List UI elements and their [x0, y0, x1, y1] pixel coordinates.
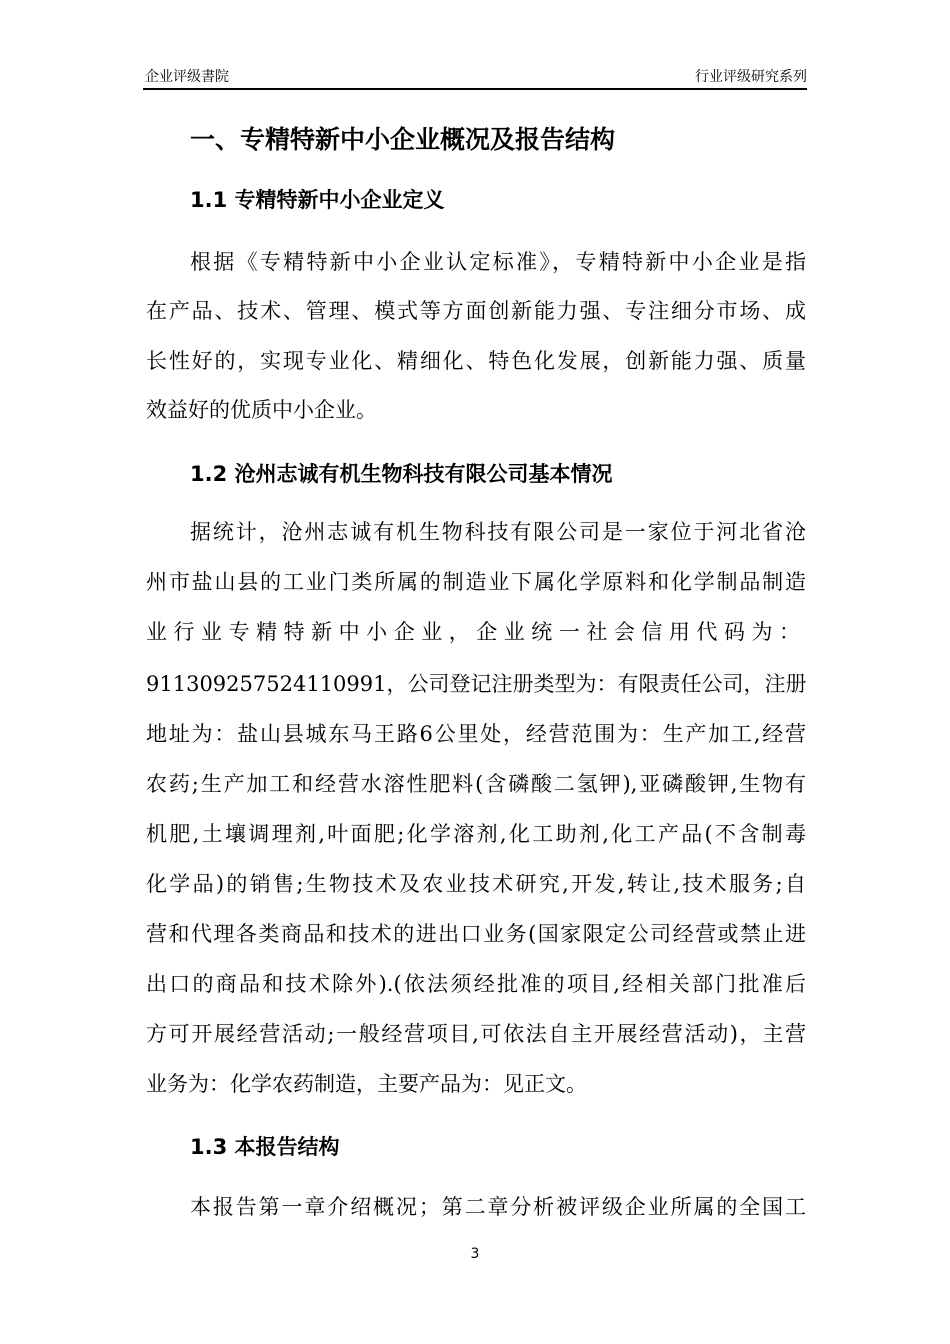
paragraph-line: 化学品)的销售;生物技术及农业技术研究,开发,转让,技术服务;自 [146, 872, 806, 896]
paragraph-line: 农药;生产加工和经营水溶性肥料(含磷酸二氢钾),亚磷酸钾,生物有 [146, 772, 806, 796]
paragraph-line: 地址为：盐山县城东马王路6公里处，经营范围为：生产加工,经营 [146, 722, 806, 746]
header-left: 企业评级書院 [145, 69, 229, 85]
paragraph-line: 业行业专精特新中小企业，企业统一社会信用代码为： [146, 620, 806, 644]
paragraph-line: 据统计，沧州志诚有机生物科技有限公司是一家位于河北省沧 [190, 520, 806, 544]
section-heading-1-1: 1.1 专精特新中小企业定义 [190, 188, 445, 212]
paragraph-line: 根据《专精特新中小企业认定标准》，专精特新中小企业是指 [190, 250, 806, 274]
paragraph-line: 长性好的，实现专业化、精细化、特色化发展，创新能力强、质量 [146, 349, 806, 373]
chapter-title: 一、专精特新中小企业概况及报告结构 [190, 125, 616, 154]
header-right: 行业评级研究系列 [695, 69, 807, 85]
paragraph-line: 机肥,土壤调理剂,叶面肥;化学溶剂,化工助剂,化工产品(不含制毒 [146, 822, 806, 846]
paragraph-line: 在产品、技术、管理、模式等方面创新能力强、专注细分市场、成 [146, 299, 806, 323]
paragraph-line: 911309257524110991，公司登记注册类型为：有限责任公司，注册 [146, 672, 807, 696]
section-heading-1-2: 1.2 沧州志诚有机生物科技有限公司基本情况 [190, 462, 613, 486]
page-number: 3 [470, 1246, 480, 1262]
header-rule [143, 88, 807, 90]
paragraph-line: 营和代理各类商品和技术的进出口业务(国家限定公司经营或禁止进 [146, 922, 806, 946]
section-heading-1-3: 1.3 本报告结构 [190, 1135, 340, 1159]
paragraph-line: 本报告第一章介绍概况；第二章分析被评级企业所属的全国工 [190, 1195, 806, 1219]
paragraph-line: 业务为：化学农药制造，主要产品为：见正文。 [146, 1072, 587, 1096]
paragraph-line: 效益好的优质中小企业。 [146, 398, 377, 422]
paragraph-line: 出口的商品和技术除外).(依法须经批准的项目,经相关部门批准后 [146, 972, 806, 996]
paragraph-line: 州市盐山县的工业门类所属的制造业下属化学原料和化学制品制造 [146, 570, 806, 594]
paragraph-line: 方可开展经营活动;一般经营项目,可依法自主开展经营活动)，主营 [146, 1022, 806, 1046]
